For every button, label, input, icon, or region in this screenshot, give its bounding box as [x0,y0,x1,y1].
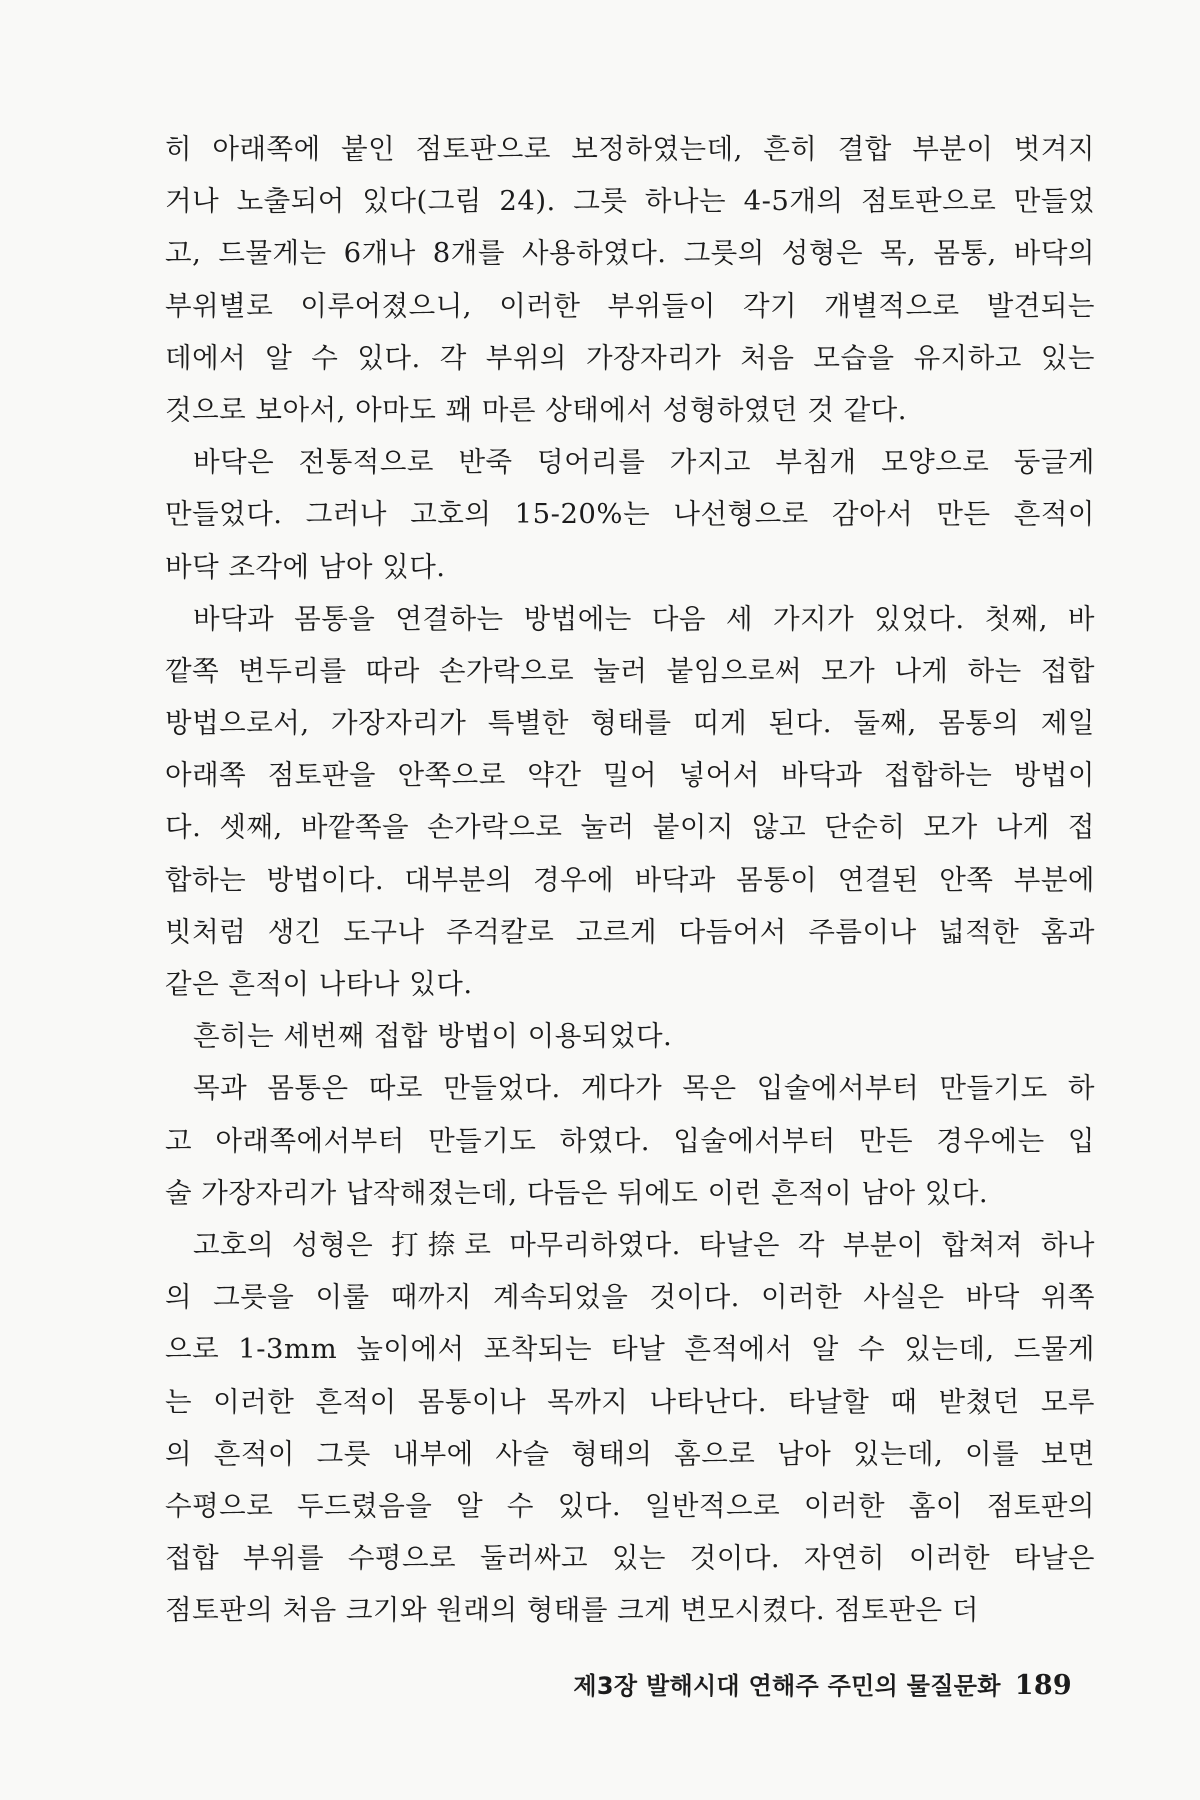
paragraph [165,123,1095,436]
text-line: 데에서 알 수 있다. 각 부위의 가장자리가 처음 모습을 유지하고 있는 [165,341,1095,374]
text-line: 접합 부위를 수평으로 둘러싸고 있는 것이다. 자연히 이러한 타날은 [165,1542,1095,1575]
text-line: 는 이러한 흔적이 몸통이나 목까지 나타난다. 타날할 때 받쳤던 모루 [165,1385,1095,1418]
text-line: 만들었다. 그러나 고호의 15-20%는 나선형으로 감아서 만든 흔적이 [165,498,1095,531]
text-line: 합하는 방법이다. 대부분의 경우에 바닥과 몸통이 연결된 안쪽 부분에 [165,863,1095,896]
text-line: 목과 몸통은 따로 만들었다. 게다가 목은 입술에서부터 만들기도 하 [193,1072,1095,1105]
page-number: 189 [1014,1670,1072,1701]
text-line: 고 아래쪽에서부터 만들기도 하였다. 입술에서부터 만든 경우에는 입 [165,1124,1095,1157]
text-line: 다. 셋째, 바깥쪽을 손가락으로 눌러 붙이지 않고 단순히 모가 나게 접 [165,811,1095,844]
running-footer [573,1666,1072,1701]
text-line: 깥쪽 변두리를 따라 손가락으로 눌러 붙임으로써 모가 나게 하는 접합 [165,654,1095,687]
paragraph [165,1062,1095,1219]
body-text [165,123,1095,1636]
text-line: 수평으로 두드렸음을 알 수 있다. 일반적으로 이러한 홈이 점토판의 [165,1489,1095,1522]
text-line: 바닥은 전통적으로 반죽 덩어리를 가지고 부침개 모양으로 둥글게 [193,446,1095,479]
text-line: 히 아래쪽에 붙인 점토판으로 보정하였는데, 흔히 결합 부분이 벗겨지 [165,133,1095,165]
text-line: 아래쪽 점토판을 안쪽으로 약간 밀어 넣어서 바닥과 접합하는 방법이 [165,759,1095,792]
text-line: 바닥 조각에 남아 있다. [165,550,446,583]
text-line: 것으로 보아서, 아마도 꽤 마른 상태에서 성형하였던 것 같다. [165,393,907,426]
text-line: 흔히는 세번째 접합 방법이 이용되었다. [193,1020,673,1053]
text-line: 으로 1-3mm 높이에서 포착되는 타날 흔적에서 알 수 있는데, 드물게 [165,1333,1095,1366]
text-line: 방법으로서, 가장자리가 특별한 형태를 띠게 된다. 둘째, 몸통의 제일 [165,707,1095,740]
text-line: 의 흔적이 그릇 내부에 사슬 형태의 홈으로 남아 있는데, 이를 보면 [165,1437,1095,1470]
text-line: 빗처럼 생긴 도구나 주걱칼로 고르게 다듬어서 주름이나 넓적한 홈과 [165,915,1095,948]
text-line: 술 가장자리가 납작해졌는데, 다듬은 뒤에도 이런 흔적이 남아 있다. [165,1176,989,1209]
text-line: 점토판의 처음 크기와 원래의 형태를 크게 변모시켰다. 점토판은 더 [165,1594,979,1627]
text-line: 의 그릇을 이룰 때까지 계속되었을 것이다. 이러한 사실은 바닥 위쪽 [165,1281,1095,1314]
text-line: 바닥과 몸통을 연결하는 방법에는 다음 세 가지가 있었다. 첫째, 바 [193,602,1095,635]
text-line: 고호의 성형은 打捺로 마무리하였다. 타날은 각 부분이 합쳐져 하나 [193,1228,1095,1261]
paragraph [165,593,1095,1011]
text-line: 부위별로 이루어졌으니, 이러한 부위들이 각기 개별적으로 발견되는 [165,289,1095,322]
text-line: 고, 드물게는 6개나 8개를 사용하였다. 그릇의 성형은 목, 몸통, 바닥의 [165,237,1095,270]
text-line: 거나 노출되어 있다(그림 24). 그릇 하나는 4-5개의 점토판으로 만들었 [165,185,1095,218]
paragraph [165,1219,1095,1637]
chapter-title: 제3장 발해시대 연해주 주민의 물질문화 [573,1672,1001,1700]
paragraph [165,1010,1095,1062]
paragraph [165,436,1095,593]
text-line: 같은 흔적이 나타나 있다. [165,968,473,1000]
